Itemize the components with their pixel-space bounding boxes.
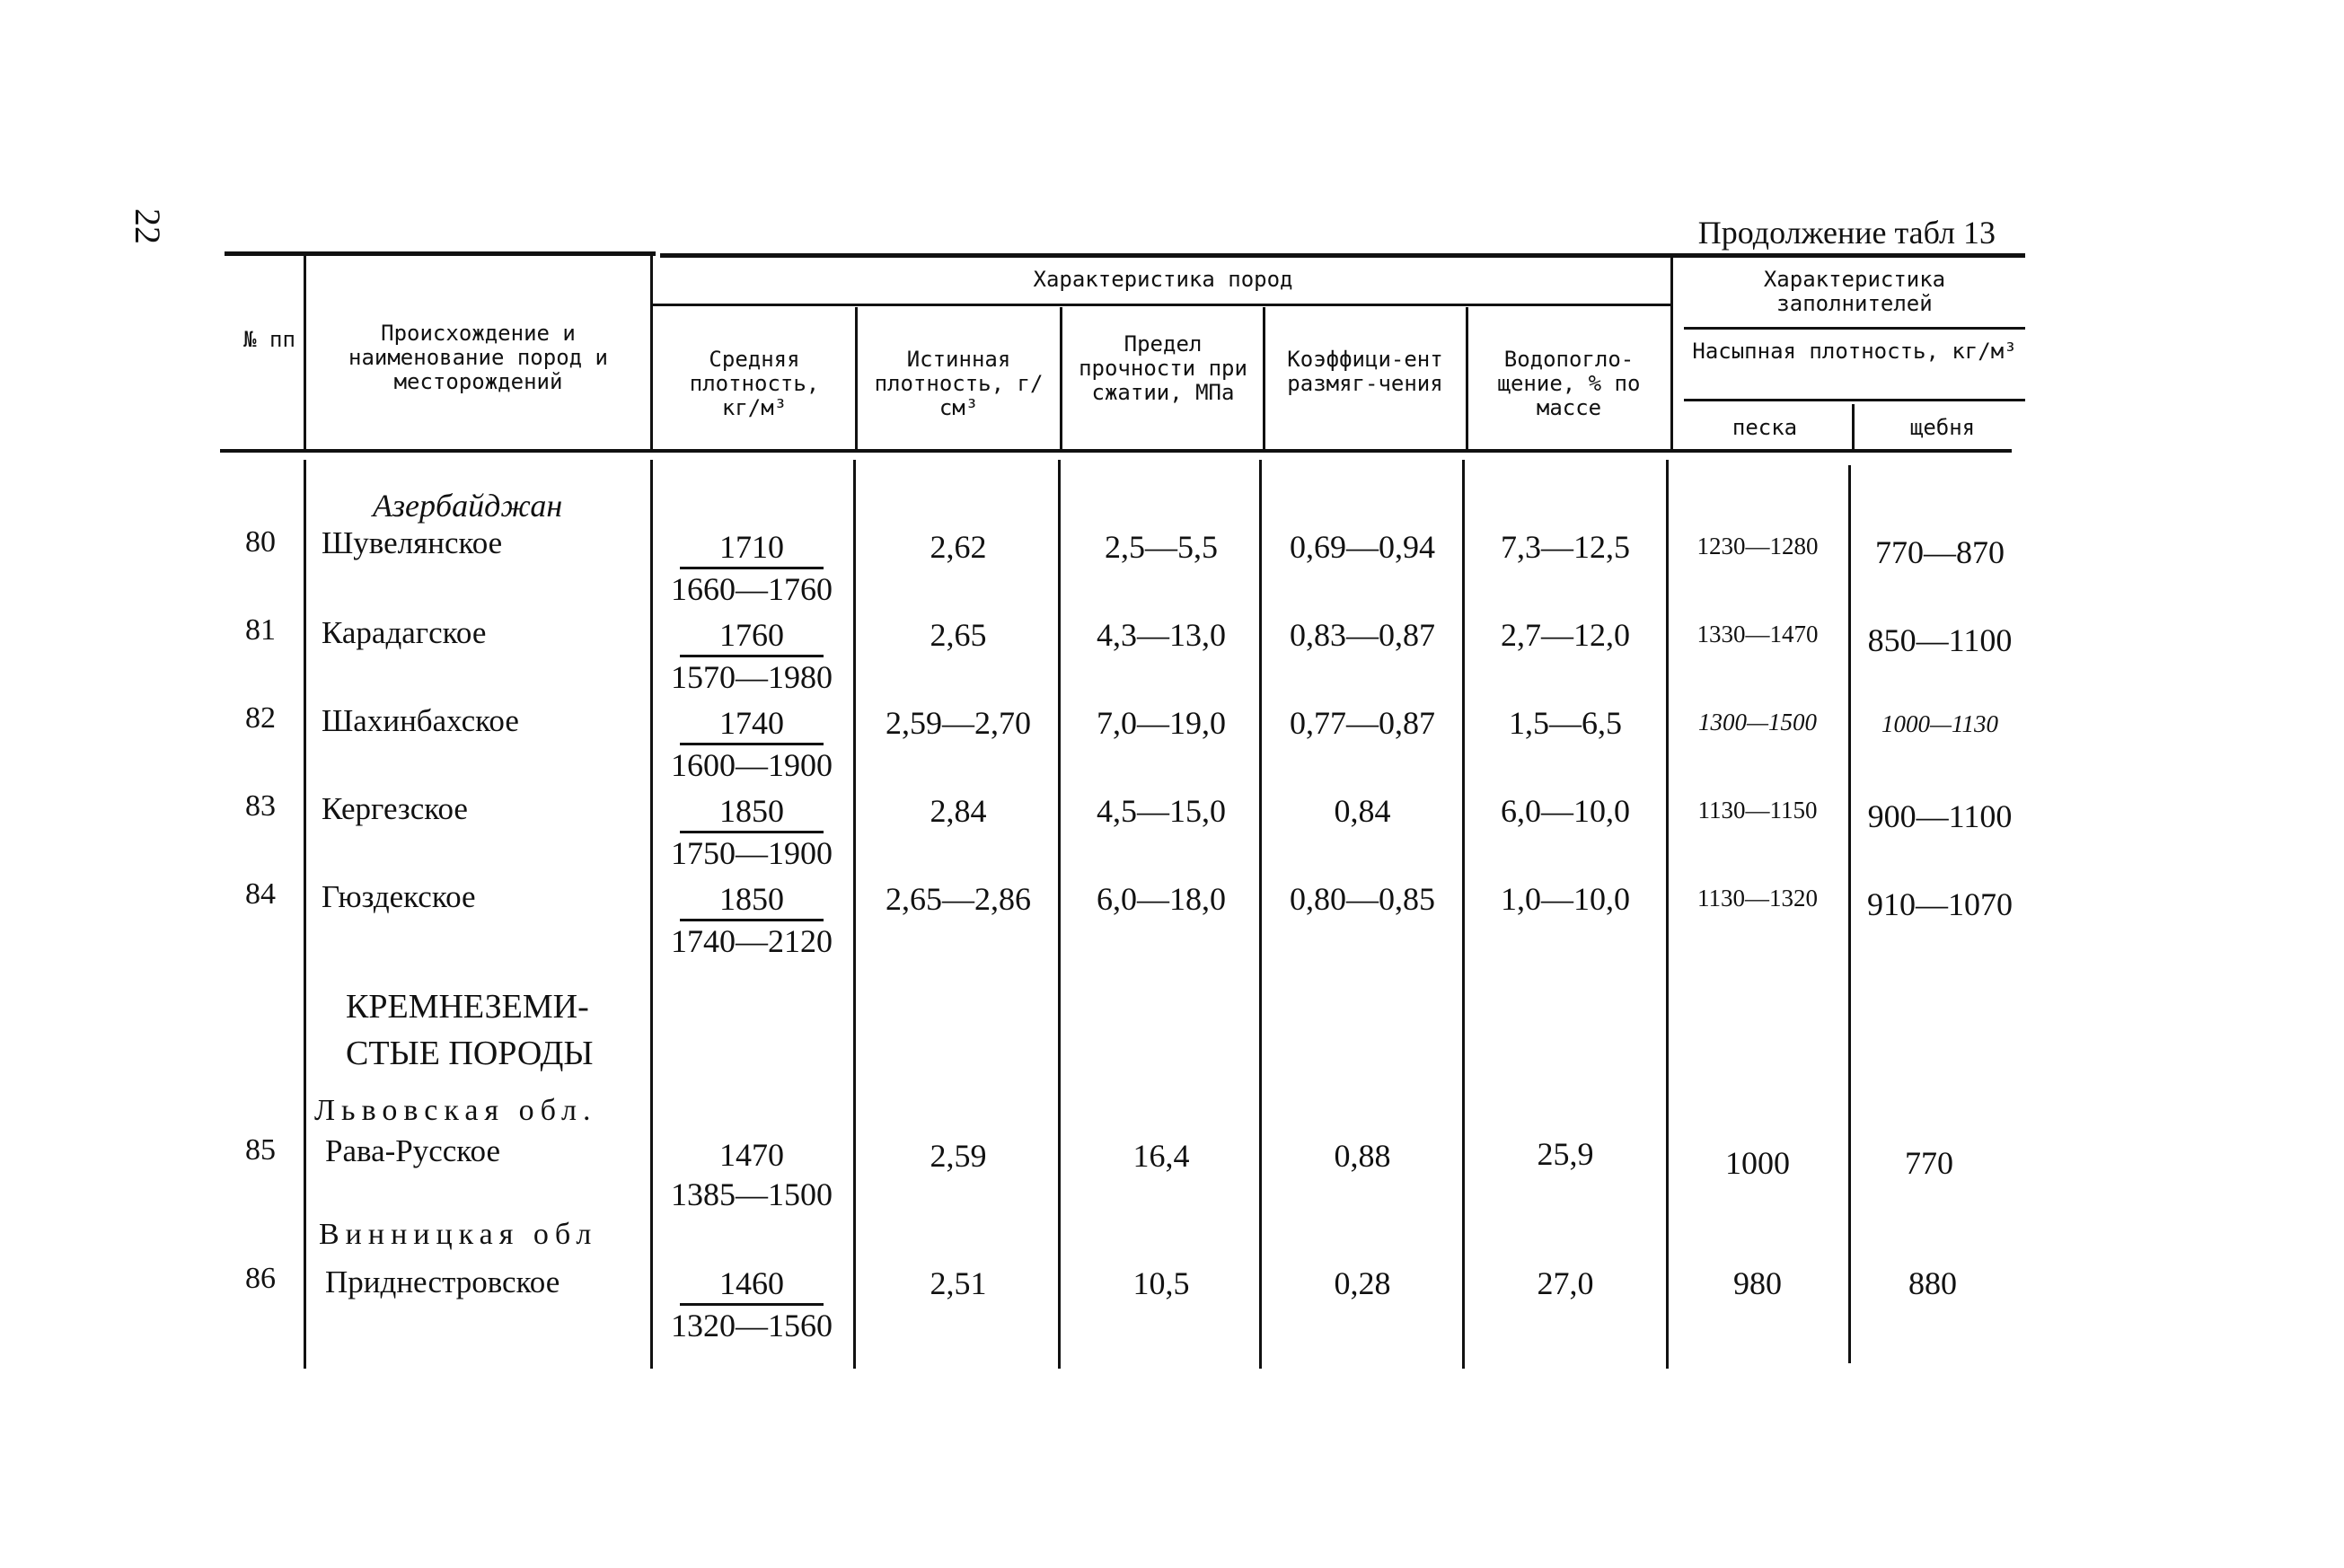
row-85-strength: 16,4 [1132,1138,1190,1174]
hdr-vline-3 [855,307,858,449]
row-81-name: Карадагское [322,615,487,650]
section-azerbaijan: Азербайджан [373,488,563,524]
hdr-filler-char: Характеристика заполнителей [1763,267,1946,316]
top-rule-left [225,251,656,256]
row-82-true: 2,59—2,70 [886,705,1031,741]
row-80-coef: 0,69—0,94 [1290,529,1435,565]
hdr-vline-6 [1466,307,1468,449]
row-86-water: 27,0 [1537,1265,1594,1301]
row-86-name: Приднестровское [325,1264,560,1299]
row-83-num: 83 [245,789,276,823]
row-80-avg-bot: 1660—1760 [671,571,833,607]
row-85-sand: 1000 [1725,1145,1790,1181]
body-vline-4 [1058,460,1061,1369]
hdr-sand: песка [1732,415,1798,440]
row-84-name: Гюздекское [322,879,476,914]
continuation-title: Продолжение табл 13 [1697,215,1996,251]
row-81-avg-top: 1760 [680,615,824,657]
row-82-strength: 7,0—19,0 [1097,705,1226,741]
row-83-sand: 1130—1150 [1697,797,1818,824]
row-84-true: 2,65—2,86 [886,881,1031,917]
hdr-gravel: щебня [1909,415,1976,440]
row-86-sand: 980 [1733,1265,1782,1301]
hdr-vline-1 [304,256,306,449]
row-86-coef: 0,28 [1334,1265,1391,1301]
row-84-avg-top: 1850 [680,879,824,921]
row-81-water: 2,7—12,0 [1501,617,1630,653]
row-85-true: 2,59 [930,1138,987,1174]
row-81-coef: 0,83—0,87 [1290,617,1435,653]
row-86-avg-top: 1460 [680,1264,824,1306]
hdr-soften-coef: Коэффици-ент размяг-чения [1287,347,1443,396]
body-vline-1 [304,460,306,1369]
row-80-avg-top: 1710 [680,527,824,569]
row-80-name: Шувелянское [322,525,503,560]
row-80-water: 7,3—12,5 [1501,529,1630,565]
body-vline-8 [1848,465,1851,1363]
hdr-rule-filler [1684,327,2025,330]
row-82-water: 1,5—6,5 [1509,705,1622,741]
body-vline-3 [853,460,856,1369]
hdr-true-density: Истинная плотность, г/см³ [874,347,1044,420]
row-80-num: 80 [245,525,276,559]
row-85-num: 85 [245,1133,276,1167]
hdr-avg-density: Средняя плотность, кг/м³ [689,347,820,420]
row-82-avg-density [662,703,842,785]
hdr-vline-7 [1670,256,1673,449]
row-82-gravel: 1000—1130 [1881,710,1998,737]
row-80-true: 2,62 [930,529,987,565]
row-81-strength: 4,3—13,0 [1097,617,1226,653]
row-85-water: 25,9 [1537,1136,1594,1172]
row-81-avg-density [662,615,842,697]
hdr-rule-bulk [1684,399,2025,401]
row-86-num: 86 [245,1262,276,1295]
body-vline-5 [1259,460,1262,1369]
row-83-coef: 0,84 [1334,793,1391,829]
hdr-num: № пп [243,327,295,352]
body-vline-2 [650,460,653,1369]
hdr-vline-4 [1060,307,1062,449]
row-80-avg-density [662,527,842,609]
row-84-avg-bot: 1740—2120 [671,923,833,959]
row-81-gravel: 850—1100 [1867,622,2013,658]
hdr-water-abs: Водопогло-щение, % по массе [1497,347,1641,420]
row-81-sand: 1330—1470 [1696,621,1819,647]
row-83-water: 6,0—10,0 [1501,793,1630,829]
row-82-sand: 1300—1500 [1697,709,1817,736]
row-86-true: 2,51 [930,1265,987,1301]
row-84-avg-density [662,879,842,961]
row-85-name: Рава-Русское [325,1133,500,1168]
hdr-rule-rock [653,304,1670,306]
hdr-bottom-rule [220,449,2012,453]
row-84-water: 1,0—10,0 [1501,881,1630,917]
row-85-avg-density [662,1135,842,1214]
row-85-gravel: 770 [1905,1145,1953,1181]
row-84-sand: 1130—1320 [1697,885,1818,912]
row-85-coef: 0,88 [1334,1138,1391,1174]
row-86-avg-density [662,1264,842,1345]
row-82-avg-top: 1740 [680,703,824,745]
row-84-coef: 0,80—0,85 [1290,881,1435,917]
hdr-vline-2 [650,256,653,449]
hdr-rock-char: Характеристика пород [1033,267,1293,292]
region-vinnytsia: Винницкая обл [319,1218,598,1251]
body-vline-7 [1666,460,1669,1369]
page-number: 22 [128,208,168,244]
row-86-strength: 10,5 [1132,1265,1190,1301]
row-81-num: 81 [245,613,276,647]
top-rule-right [660,253,2025,258]
row-86-avg-bot: 1320—1560 [671,1308,833,1343]
row-85-avg-top: 1470 [719,1137,784,1173]
row-84-num: 84 [245,877,276,911]
hdr-origin: Происхождение и наименование пород и месторождений [348,321,608,394]
hdr-bulk-density: Насыпная плотность, кг/м³ [1692,339,2017,364]
row-82-name: Шахинбахское [322,703,519,738]
row-86-gravel: 880 [1908,1265,1957,1301]
row-81-avg-bot: 1570—1980 [671,659,833,695]
row-85-avg-bot: 1385—1500 [671,1176,833,1212]
row-80-sand: 1230—1280 [1696,533,1819,559]
row-82-coef: 0,77—0,87 [1290,705,1435,741]
hdr-strength: Предел прочности при сжатии, МПа [1079,331,1247,405]
row-83-avg-bot: 1750—1900 [671,835,833,871]
row-80-gravel: 770—870 [1875,534,2005,570]
row-83-true: 2,84 [930,793,987,829]
section-siliceous: КРЕМНЕЗЕМИ- СТЫЕ ПОРОДЫ [346,988,594,1072]
region-lviv: Львовская обл. [314,1094,597,1127]
row-83-avg-density [662,791,842,873]
hdr-vline-5 [1263,307,1265,449]
row-82-avg-bot: 1600—1900 [671,747,833,783]
row-82-num: 82 [245,701,276,735]
hdr-vline-8 [1852,404,1855,449]
row-80-strength: 2,5—5,5 [1105,529,1218,565]
row-84-gravel: 910—1070 [1867,886,2013,922]
row-83-strength: 4,5—15,0 [1097,793,1226,829]
row-83-gravel: 900—1100 [1867,798,2013,834]
row-83-name: Кергезское [322,791,468,826]
row-84-strength: 6,0—18,0 [1097,881,1226,917]
body-vline-6 [1462,460,1465,1369]
row-83-avg-top: 1850 [680,791,824,833]
row-81-true: 2,65 [930,617,987,653]
